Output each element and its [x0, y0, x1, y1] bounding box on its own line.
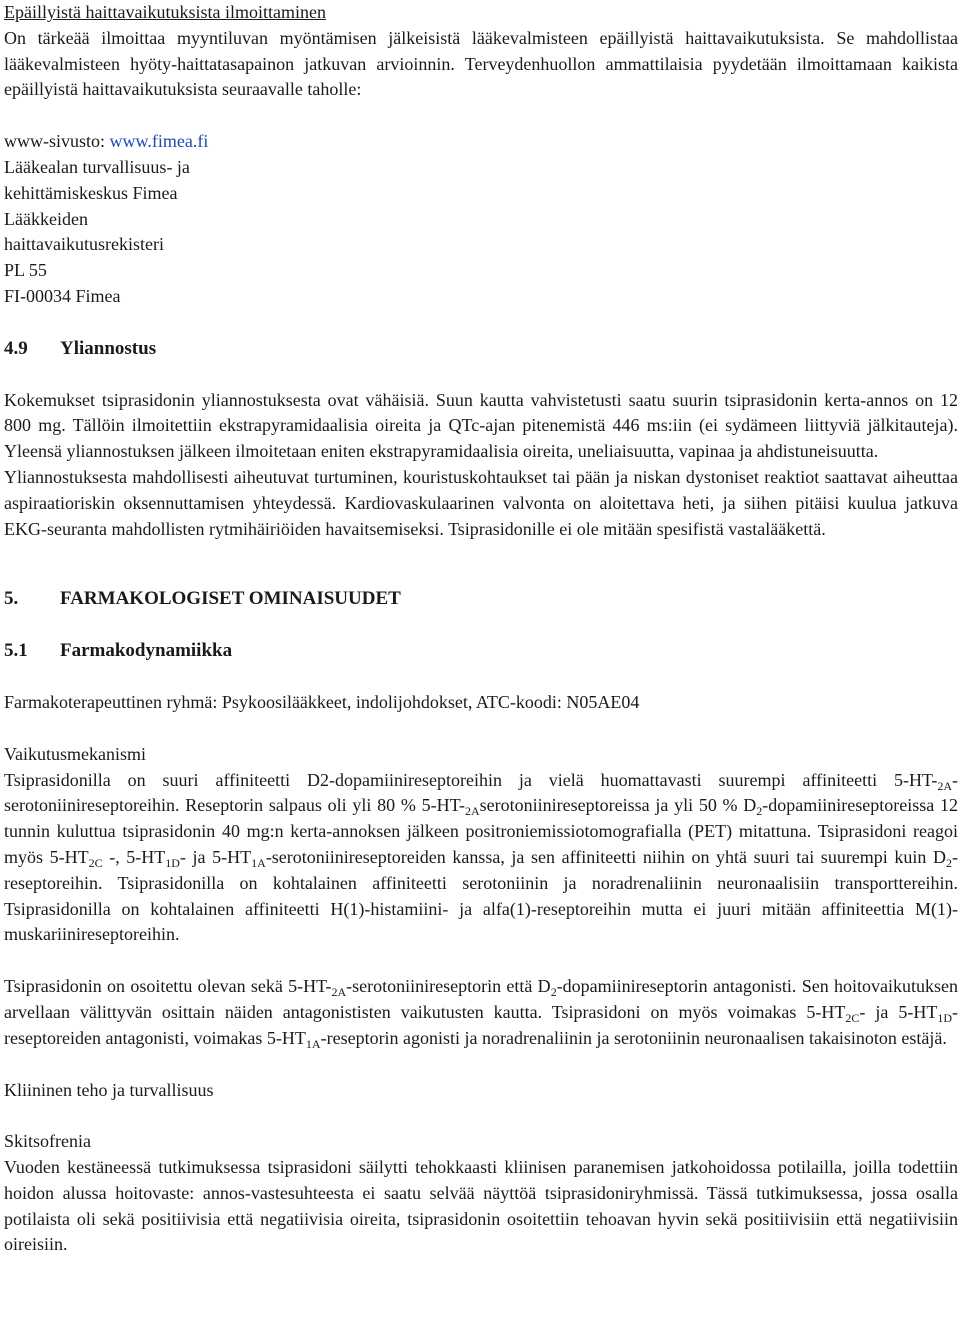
address-line: kehittämiskeskus Fimea [4, 182, 178, 203]
mechanism-paragraph: Tsiprasidonilla on suuri affiniteetti D2-dopamiinireseptoreihin ja vielä huomattavasti suurempi affiniteetti $5-HT-_{2A}$-serotoniinireseptoreihin. Reseptorin salpaus oli yli 80 % $5-HT-_{2A}serotoniinireseptoreissa$ ja yli 50 % $D_2$-dopamiinireseptoreissa 12 tunnin kuluttua tsiprasidonin 40 mg:n kerta-annoksen jälkeen positroniemissiotomografialla (PET) mitattuna. Tsiprasidoni reagoi myös $5-HT_{2C}$ -, $5-HT_{1D}-$ ja $5-HT_{1A}$-serotoniinireseptoreiden kanssa, ja sen affiniteetti niihin on yhtä suuri tai suurempi kuin $D_2$-reseptoreihin. Tsiprasidonilla on kohtalainen affiniteetti serotoniinin ja noradrenaliinin neuronaalisiin transporttereihin. Tsiprasidonilla on kohtalainen affiniteetti H(1)-histamiini- ja alfa(1)-reseptoreihin mutta ei juuri mitään affiniteettia M(1)-muskariinireseptoreihin. [4, 769, 958, 945]
section-title: FARMAKOLOGISET OMINAISUUDET [60, 588, 401, 610]
schizophrenia-paragraph: Vuoden kestäneessä tutkimuksessa tsiprasidoni säilytti tehokkaasti kliinisen paranemisen jatkohoidossa potilailla, joilla todettiin hoidon alussa hoitovaste: annos-vastesuhteesta ei saatu selvää näyttöä tsiprasidoniryhmissä. Tässä tutkimuksessa, jossa osalla potilaista oli sekä positiivisia että negatiivisia oireita, tsiprasidonin osoitettiin tehoavan hyvin sekä positiivisiin että negatiivisiin oireisiin. [4, 1157, 958, 1255]
document-page [4, 0, 958, 1258]
address-line: PL 55 [4, 260, 47, 281]
pharmacodynamics-heading [4, 638, 958, 664]
reporting-paragraph: On tärkeää ilmoittaa myyntiluvan myöntämisen jälkeisistä lääkevalmisteen epäillyistä haittavaikutuksista. Se mahdollistaa lääkevalmisteen hyöty-haittatasapainon jatkuvan arvioinnin. Terveydenhuollon ammattilaisia pyydetään ilmoittamaan kaikista epäillyistä haittavaikutuksista seuraavalle taholle: [4, 27, 958, 100]
reporting-heading: Epäillyistä haittavaikutuksista ilmoittaminen [4, 2, 326, 22]
address-block [4, 155, 958, 310]
section-number: 5. [4, 588, 19, 610]
fimea-link[interactable]: www.fimea.fi [109, 131, 209, 152]
address-line: Lääkkeiden [4, 208, 88, 229]
address-line: FI-00034 Fimea [4, 285, 121, 306]
section-number: 5.1 [4, 640, 28, 662]
overdose-paragraph-2: Yliannostuksesta mahdollisesti aiheutuvat turtuminen, kouristuskohtaukset tai pään ja niskan dystoniset reaktiot saattavat aiheuttaa aspiraatioriskin oksennuttamisen yhteydessä. Kardiovaskulaarinen valvonta on aloitettava heti, ja siihen pitäisi kuulua jatkuva EKG-seuranta mahdollisten rytmihäiriöiden havaitsemiseksi. Tsiprasidonille ei ole mitään spesifistä vastalääkettä. [4, 466, 958, 539]
website-label: www-sivusto: [4, 131, 110, 152]
website-line [4, 129, 958, 155]
overdose-paragraph-1: Kokemukset tsiprasidonin yliannostuksesta ovat vähäisiä. Suun kautta vahvistetusti saatu suurin tsiprasidonin kerta-annos on 12 800 mg. Tällöin ilmoitettiin ekstrapyramidaalisia oireita ja QTc-ajan pitenemistä 446 ms:iin (ei sydämeen liittyviä jälkitauteja). Yleensä yliannostuksen jälkeen ilmoitetaan eniten ekstrapyramidaalisia oireita, uneliaisuutta, vapinaa ja ahdistuneisuutta. [4, 389, 958, 462]
pharmacology-heading [4, 586, 958, 612]
section-title: Yliannostus [60, 337, 157, 359]
address-line: Lääkealan turvallisuus- ja [4, 156, 190, 177]
overdose-heading [4, 336, 958, 362]
atc-group-line: Farmakoterapeuttinen ryhmä: Psykoosilääkkeet, indolijohdokset, ATC-koodi: N05AE04 [4, 691, 640, 712]
section-number: 4.9 [4, 337, 28, 359]
antagonist-paragraph: Tsiprasidonin on osoitettu olevan sekä $5-HT-_{2A}$-serotoniinireseptorin että $D_2$-dopamiinireseptorin antagonisti. Sen hoitovaikutuksen arvellaan välittyvän osittain näiden antagonististen vaikutusten kautta. Tsiprasidoni on myös voimakas $5-HT_{2C}-$ ja $5-HT_{1D}$-reseptoreiden antagonisti, voimakas $5-HT_{1A}$-reseptorin agonisti ja noradrenaliinin ja serotoniinin neuronaalisen takaisinoton estäjä. [4, 976, 958, 1051]
mechanism-heading: Vaikutusmekanismi [4, 743, 146, 764]
clinical-heading: Kliininen teho ja turvallisuus [4, 1079, 214, 1100]
section-title: Farmakodynamiikka [60, 640, 233, 662]
address-line: haittavaikutusrekisteri [4, 234, 164, 255]
schizophrenia-heading: Skitsofrenia [4, 1131, 91, 1152]
